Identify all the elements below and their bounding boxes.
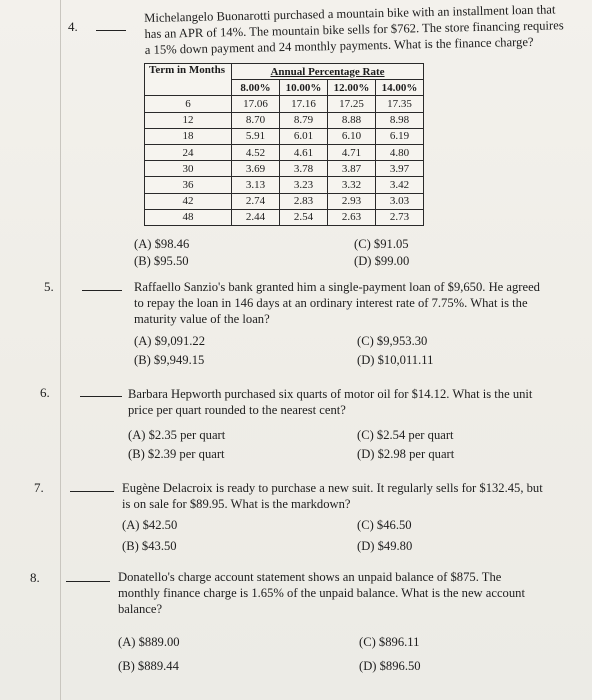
question-5-choice-b[interactable]: (B) $9,949.15: [134, 353, 205, 367]
table-cell: 8.88: [328, 112, 376, 128]
question-8-choice-b[interactable]: (B) $889.44: [118, 659, 179, 673]
table-cell: 3.32: [328, 177, 376, 193]
table-row: [145, 128, 424, 144]
table-cell: 2.74: [232, 193, 280, 209]
question-4-number: 4.: [68, 19, 78, 34]
table-cell-term: 18: [145, 128, 232, 144]
question-4-answer-blank[interactable]: [96, 30, 126, 31]
question-5-line-1: Raffaello Sanzio's bank granted him a single-payment loan of $9,650. He agreed: [134, 280, 540, 294]
table-cell: 17.25: [328, 96, 376, 112]
table-cell: 3.42: [376, 177, 424, 193]
table-cell: 3.03: [376, 193, 424, 209]
question-5-choice-c[interactable]: (C) $9,953.30: [357, 334, 428, 348]
table-cell: 6.01: [280, 128, 328, 144]
question-6-number: 6.: [40, 385, 50, 400]
question-5-line-3: maturity value of the loan?: [134, 312, 270, 326]
table-column-header: 10.00%: [280, 80, 328, 96]
table-cell: 17.16: [280, 96, 328, 112]
table-cell: 3.23: [280, 177, 328, 193]
question-4-choice-c[interactable]: (C) $91.05: [354, 237, 409, 251]
margin-line: [60, 0, 61, 700]
table-cell: 4.71: [328, 144, 376, 160]
table-cell: 17.35: [376, 96, 424, 112]
question-7-choice-a[interactable]: (A) $42.50: [122, 518, 178, 532]
question-5-text: [134, 279, 540, 327]
table-column-header: 12.00%: [328, 80, 376, 96]
table-cell: 2.63: [328, 209, 376, 225]
table-cell-term: 30: [145, 161, 232, 177]
question-4-line-3: a 15% down payment and 24 monthly payments. What is the finance charge?: [144, 34, 534, 57]
table-cell: 2.54: [280, 209, 328, 225]
question-8-choice-a[interactable]: (A) $889.00: [118, 635, 180, 649]
table-cell-term: 24: [145, 144, 232, 160]
question-6-line-1: Barbara Hepworth purchased six quarts of motor oil for $14.12. What is the unit: [128, 387, 533, 401]
table-cell: 8.79: [280, 112, 328, 128]
table-cell-term: 36: [145, 177, 232, 193]
question-8-text: [118, 569, 525, 617]
table-group-header: Annual Percentage Rate: [232, 64, 424, 80]
question-6-choice-c[interactable]: (C) $2.54 per quart: [357, 428, 454, 442]
question-4-choice-d[interactable]: (D) $99.00: [354, 254, 410, 268]
question-8-line-3: balance?: [118, 602, 163, 616]
question-5-choice-d[interactable]: (D) $10,011.11: [357, 353, 434, 367]
question-5-number: 5.: [44, 279, 54, 294]
table-cell-term: 6: [145, 96, 232, 112]
question-7-choice-c[interactable]: (C) $46.50: [357, 518, 412, 532]
table-row-header: Term in Months: [145, 64, 232, 96]
question-4-line-2: has an APR of 14%. The mountain bike sells for $762. The store financing requires: [144, 18, 564, 41]
question-6-answer-blank[interactable]: [80, 396, 122, 397]
table-cell: 2.83: [280, 193, 328, 209]
table-cell: 3.78: [280, 161, 328, 177]
table-row: [145, 161, 424, 177]
table-cell: 4.61: [280, 144, 328, 160]
table-cell: 2.44: [232, 209, 280, 225]
apr-finance-table: [144, 63, 424, 226]
question-6-choice-a[interactable]: (A) $2.35 per quart: [128, 428, 226, 442]
question-7-choice-d[interactable]: (D) $49.80: [357, 539, 413, 553]
table-cell: 6.19: [376, 128, 424, 144]
question-4-choice-b[interactable]: (B) $95.50: [134, 254, 189, 268]
table-cell: 3.87: [328, 161, 376, 177]
question-8-choice-c[interactable]: (C) $896.11: [359, 635, 420, 649]
table-cell: 2.73: [376, 209, 424, 225]
question-5-choice-a[interactable]: (A) $9,091.22: [134, 334, 206, 348]
table-row: [145, 177, 424, 193]
question-4-line-1: Michelangelo Buonarotti purchased a mountain bike with an installment loan that: [144, 2, 556, 25]
table-cell: 4.52: [232, 144, 280, 160]
question-6-choice-b[interactable]: (B) $2.39 per quart: [128, 447, 225, 461]
table-cell: 8.70: [232, 112, 280, 128]
question-7-line-2: is on sale for $89.95. What is the markdown?: [122, 497, 351, 511]
table-cell: 8.98: [376, 112, 424, 128]
question-6-text: [128, 386, 532, 418]
question-5-answer-blank[interactable]: [82, 290, 122, 291]
question-4-choice-a[interactable]: (A) $98.46: [134, 237, 190, 251]
table-cell-term: 12: [145, 112, 232, 128]
table-cell: 2.93: [328, 193, 376, 209]
question-8-answer-blank[interactable]: [66, 581, 110, 582]
table-cell: 5.91: [232, 128, 280, 144]
question-7-number: 7.: [34, 480, 44, 495]
question-8-number: 8.: [30, 570, 40, 585]
table-cell: 17.06: [232, 96, 280, 112]
table-cell: 3.13: [232, 177, 280, 193]
table-cell: 3.69: [232, 161, 280, 177]
question-7-text: [122, 480, 543, 512]
question-7-answer-blank[interactable]: [70, 491, 114, 492]
table-cell-term: 42: [145, 193, 232, 209]
table-cell: 6.10: [328, 128, 376, 144]
question-8-line-2: monthly finance charge is 1.65% of the unpaid balance. What is the new account: [118, 586, 525, 600]
question-8-choice-d[interactable]: (D) $896.50: [359, 659, 421, 673]
table-cell: 4.80: [376, 144, 424, 160]
table-row: [145, 144, 424, 160]
table-row: [145, 112, 424, 128]
question-7-choice-b[interactable]: (B) $43.50: [122, 539, 177, 553]
table-cell: 3.97: [376, 161, 424, 177]
question-8-line-1: Donatello's charge account statement shows an unpaid balance of $875. The: [118, 570, 502, 584]
table-cell-term: 48: [145, 209, 232, 225]
table-row: [145, 209, 424, 225]
question-4-text: [144, 1, 564, 58]
table-row: [145, 96, 424, 112]
question-6-line-2: price per quart rounded to the nearest cent?: [128, 403, 346, 417]
table-column-header: 8.00%: [232, 80, 280, 96]
table-row: [145, 193, 424, 209]
table-column-header: 14.00%: [376, 80, 424, 96]
question-5-line-2: to repay the loan in 146 days at an ordinary interest rate of 7.75%. What is the: [134, 296, 528, 310]
question-6-choice-d[interactable]: (D) $2.98 per quart: [357, 447, 455, 461]
question-7-line-1: Eugène Delacroix is ready to purchase a new suit. It regularly sells for $132.45, but: [122, 481, 543, 495]
